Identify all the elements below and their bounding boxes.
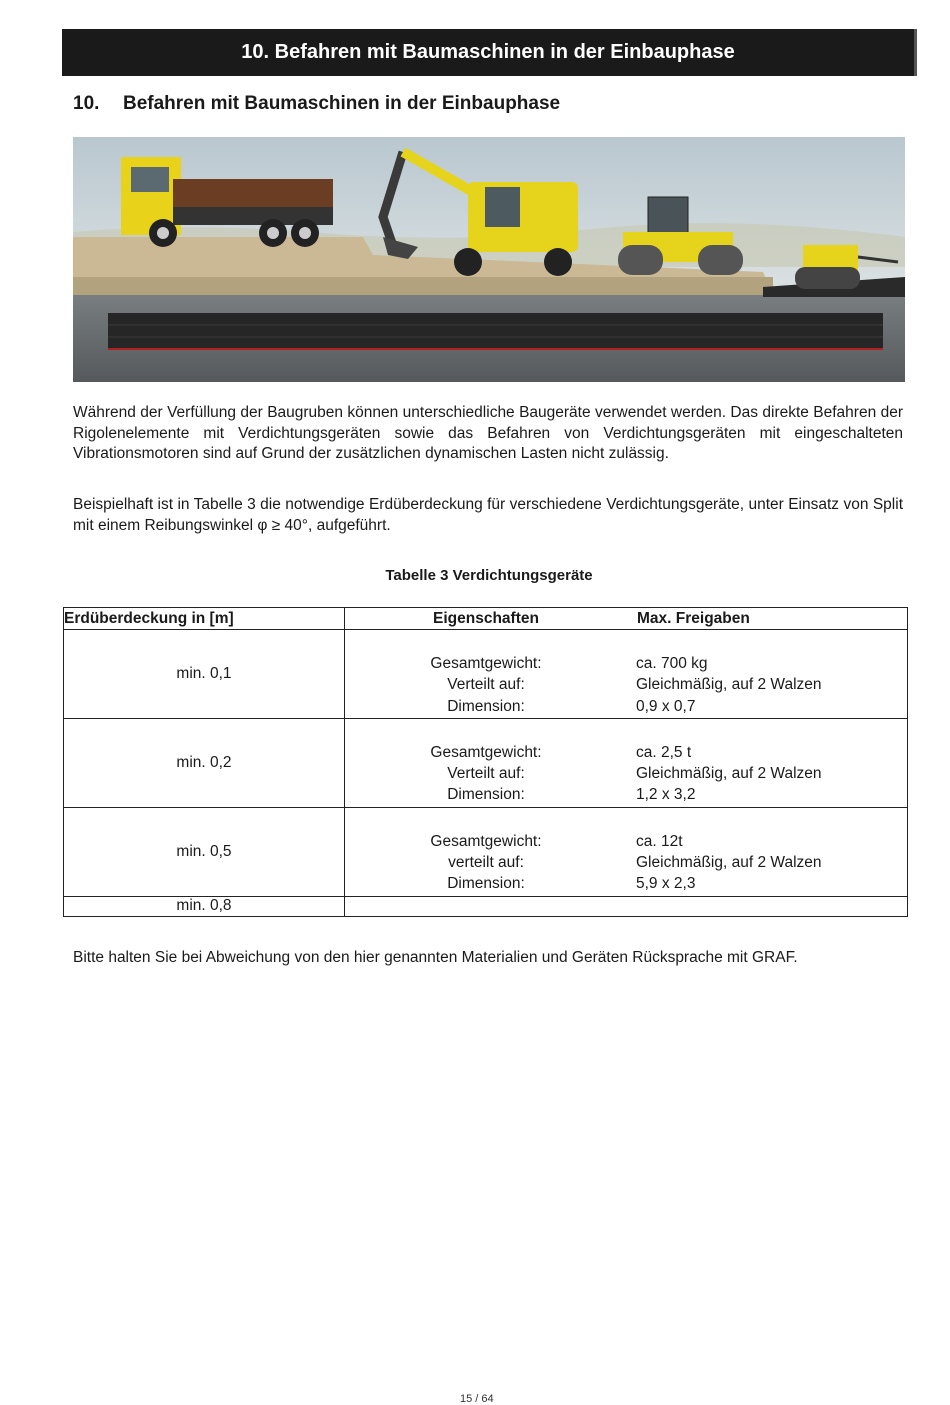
closing-paragraph: Bitte halten Sie bei Abweichung von den hier genannten Materialien und Geräten Rücksprache mit GRAF.: [73, 949, 798, 966]
prop-value: ca. 12t: [636, 832, 683, 850]
compaction-equipment-table: [63, 607, 908, 917]
cover-cell: min. 0,8: [64, 896, 345, 916]
table-row: [64, 807, 908, 896]
table-row: [64, 718, 908, 807]
prop-value: Gleichmäßig, auf 2 Walzen: [636, 854, 822, 872]
cover-cell: min. 0,5: [64, 807, 345, 896]
prop-label: Dimension:: [447, 697, 525, 715]
page-number: 15 / 64: [460, 1393, 494, 1405]
banner-title: 10. Befahren mit Baumaschinen in der Einbauphase: [241, 41, 735, 63]
cover-cell: min. 0,2: [64, 718, 345, 807]
paragraph-example: Beispielhaft ist in Tabelle 3 die notwendige Erdüberdeckung für verschiedene Verdichtungsgeräte, unter Einsatz von Split mit einem Reibungswinkel φ ≥ 40°, aufgeführt.: [73, 496, 903, 534]
prop-label: Verteilt auf:: [447, 676, 525, 694]
prop-value: Gleichmäßig, auf 2 Walzen: [636, 765, 822, 783]
section-title: Befahren mit Baumaschinen in der Einbauphase: [123, 93, 561, 114]
prop-label: verteilt auf:: [448, 854, 524, 872]
header-max: Max. Freigaben: [637, 609, 750, 627]
prop-label: Dimension:: [447, 786, 525, 804]
section-number: 10.: [73, 93, 100, 114]
prop-label: Gesamtgewicht:: [430, 655, 542, 672]
prop-value: ca. 2,5 t: [636, 743, 692, 761]
construction-machines-illustration: [73, 137, 905, 382]
rigolen-blocks: [108, 313, 883, 349]
header-props: Eigenschaften: [433, 609, 539, 627]
header-props-max: [345, 608, 908, 630]
props-cell: [345, 807, 908, 896]
table-caption: Tabelle 3 Verdichtungsgeräte: [385, 567, 593, 584]
props-cell: [345, 630, 908, 719]
prop-label: Verteilt auf:: [447, 765, 525, 783]
page-banner: [62, 29, 917, 76]
prop-value: 0,9 x 0,7: [636, 697, 696, 715]
table-row: [64, 630, 908, 719]
prop-value: 5,9 x 2,3: [636, 875, 696, 893]
table-header-row: [64, 608, 908, 630]
empty-cell: [345, 896, 908, 916]
props-cell: [345, 718, 908, 807]
construction-scene: [73, 137, 905, 382]
prop-value: Gleichmäßig, auf 2 Walzen: [636, 676, 822, 694]
section-heading: [73, 93, 560, 115]
cover-cell: min. 0,1: [64, 630, 345, 719]
prop-value: 1,2 x 3,2: [636, 786, 696, 804]
prop-label: Dimension:: [447, 875, 525, 893]
paragraph-intro: Während der Verfüllung der Baugruben können unterschiedliche Baugeräte verwendet werden. Das direkte Befahren der Rigolenelemente mit Verdichtungsgeräten sowie das Befahren von Verdichtungsgeräten mit eingeschalteten Vibrationsmotoren sind auf Grund der zusätzlichen dynamischen Lasten nicht zulässig.: [73, 404, 903, 462]
header-cover: Erdüberdeckung in [m]: [64, 608, 345, 630]
prop-label: Gesamtgewicht:: [430, 832, 542, 850]
table-row: [64, 896, 908, 916]
prop-label: Gesamtgewicht:: [430, 743, 542, 761]
prop-value: ca. 700 kg: [636, 655, 708, 672]
